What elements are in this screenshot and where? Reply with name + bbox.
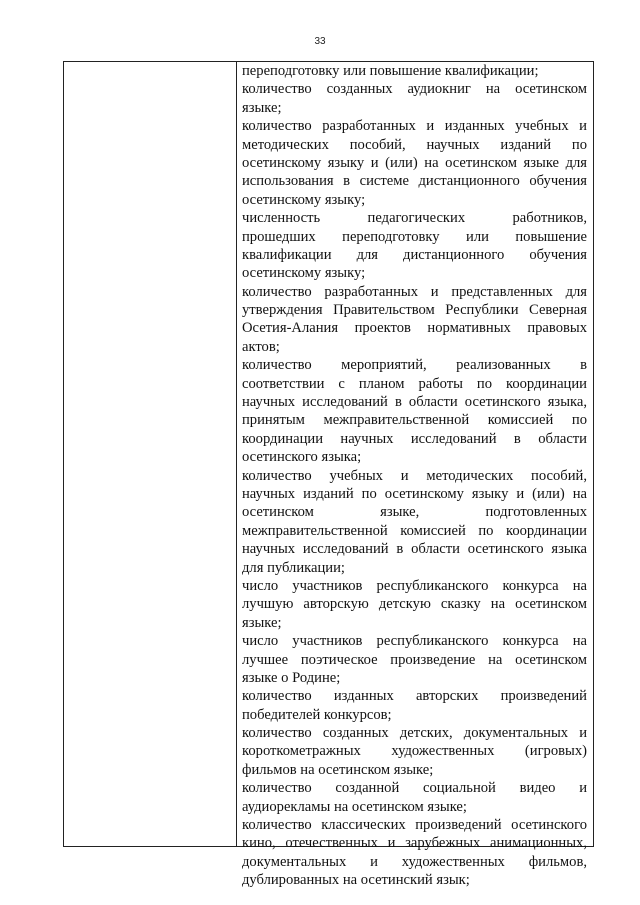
text-line: количество созданных детских, документальных и: [242, 725, 587, 742]
text-line: аудиорекламы на осетинском языке;: [242, 798, 467, 815]
text-line: численность педагогических работников,: [242, 210, 587, 227]
text-line: количество созданной социальной видео и: [242, 780, 587, 797]
text-line: научных исследований в области осетинского языка,: [242, 394, 587, 411]
text-line: координации научных исследований в области: [242, 430, 587, 447]
document-table: [63, 61, 594, 889]
text-line: языке о Родине;: [242, 669, 341, 686]
text-line: количество созданных аудиокниг на осетинском: [242, 81, 587, 98]
text-line: квалификации для дистанционного обучения: [242, 246, 587, 263]
text-line: научных изданий по осетинскому языку и (или) на: [242, 485, 587, 502]
text-line: количество изданных авторских произведений: [242, 688, 587, 705]
text-line: лучшую авторскую детскую сказку на осетинском: [242, 596, 587, 613]
text-line: количество классических произведений осетинского: [242, 817, 587, 834]
text-line: Осетия-Алания проектов нормативных правовых: [242, 320, 587, 337]
text-line: методических пособий, научных изданий по: [242, 136, 587, 153]
text-line: осетинскому языку;: [242, 191, 366, 208]
text-line: число участников республиканского конкурса на: [242, 577, 587, 594]
text-line: утверждения Правительством Республики Северная: [242, 302, 587, 319]
text-line: короткометражных художественных (игровых): [242, 743, 587, 760]
table-left-cell: [64, 62, 237, 846]
text-line: актов;: [242, 338, 280, 355]
text-line: победителей конкурсов;: [242, 706, 392, 723]
table-right-cell: [237, 62, 593, 889]
text-line: соответствии с планом работы по координации: [242, 375, 587, 392]
text-line: число участников республиканского конкурса на: [242, 633, 587, 650]
text-line: документальных и художественных фильмов,: [242, 853, 587, 870]
text-line: осетинского языка;: [242, 449, 362, 466]
text-line: использования в системе дистанционного обучения: [242, 173, 587, 190]
text-line: осетинскому языку и (или) на осетинском языке для: [242, 154, 587, 171]
text-line: дублированных на осетинский язык;: [242, 872, 470, 889]
text-line: принятым межправительственной комиссией по: [242, 412, 587, 429]
text-line: языке;: [242, 99, 282, 116]
text-line: фильмов на осетинском языке;: [242, 761, 434, 778]
text-line: количество разработанных и изданных учебных и: [242, 118, 587, 135]
text-line: осетинском языке, подготовленных: [242, 504, 587, 521]
text-line: количество учебных и методических пособий,: [242, 467, 587, 484]
text-line: кино, отечественных и зарубежных анимационных,: [242, 835, 587, 852]
text-line: прошедших переподготовку или повышение: [242, 228, 587, 245]
text-line: переподготовку или повышение квалификации;: [242, 63, 539, 79]
text-line: межправительственной комиссией по координации: [242, 522, 587, 539]
text-line: лучшее поэтическое произведение на осетинском: [242, 651, 587, 668]
page-number: 33: [314, 36, 326, 47]
text-line: для публикации;: [242, 559, 345, 576]
text-line: количество мероприятий, реализованных в: [242, 357, 587, 374]
text-line: количество разработанных и представленных для: [242, 283, 587, 300]
text-line: научных исследований в области осетинского языка: [242, 541, 587, 558]
text-line: осетинскому языку;: [242, 265, 366, 282]
text-line: языке;: [242, 614, 282, 631]
